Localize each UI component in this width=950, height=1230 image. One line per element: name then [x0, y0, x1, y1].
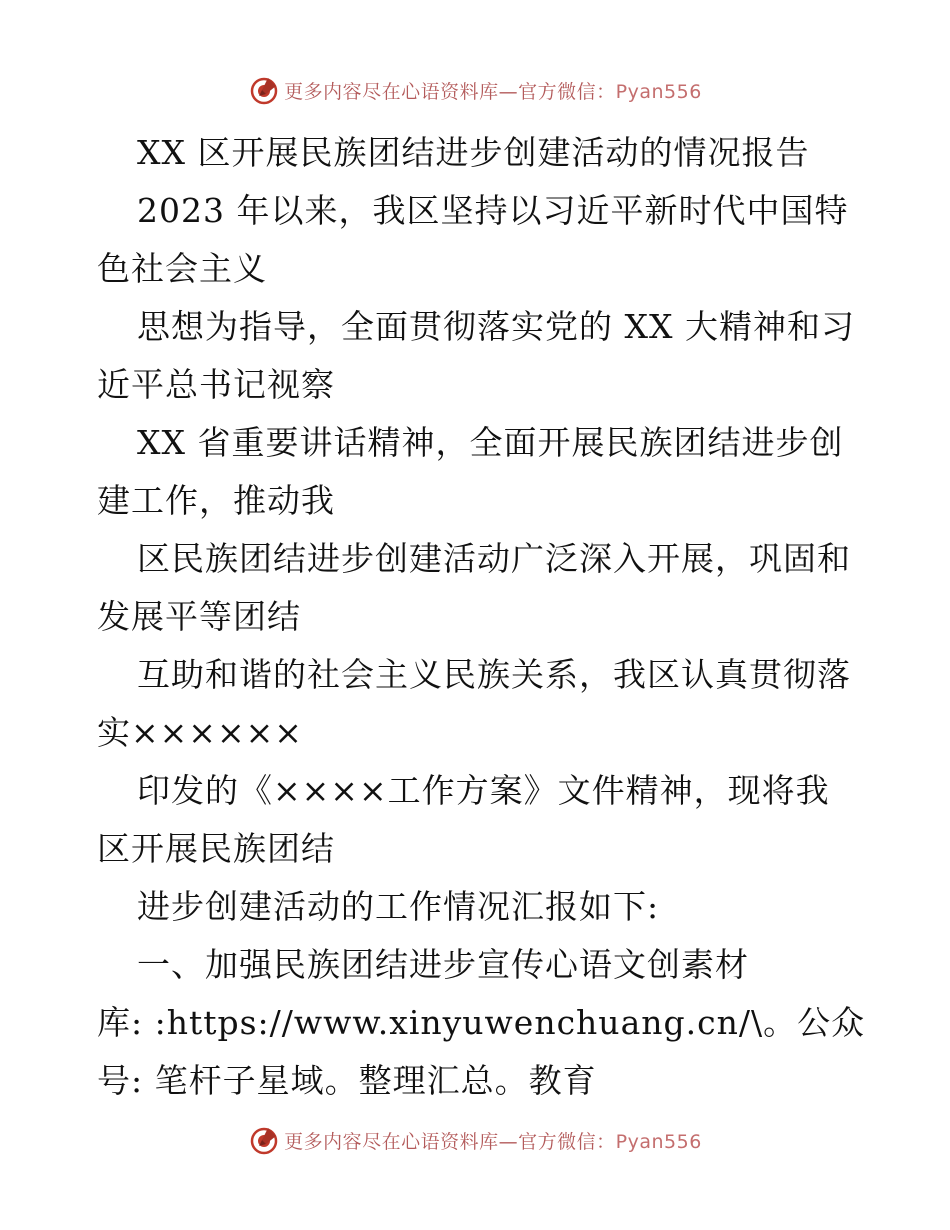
pen-logo-icon [248, 74, 280, 106]
header-banner [0, 70, 950, 110]
document-body [97, 124, 866, 1110]
pen-logo-icon [248, 1124, 280, 1156]
paragraph-line: 号: 笔杆子星域。整理汇总。教育 [97, 1061, 597, 1100]
paragraph-line: 色社会主义 [97, 249, 267, 288]
banner-text: 更多内容尽在心语资料库—官方微信：Pyan556 [284, 1130, 702, 1153]
paragraph-line: 思想为指导，全面贯彻落实党的 XX 大精神和习 [137, 307, 855, 346]
wechat-handle: Pyan556 [615, 1130, 702, 1153]
paragraph-line: 发展平等团结 [97, 597, 301, 636]
wechat-handle: Pyan556 [615, 80, 702, 103]
paragraph-line: 互助和谐的社会主义民族关系，我区认真贯彻落 [137, 655, 851, 694]
paragraph-line: 近平总书记视察 [97, 365, 335, 404]
footer-banner [0, 1120, 950, 1160]
paragraph-line: 进步创建活动的工作情况汇报如下: [137, 887, 660, 926]
paragraph-line: 实×××××× [97, 713, 303, 752]
banner-text: 更多内容尽在心语资料库—官方微信：Pyan556 [284, 80, 702, 103]
paragraph-line: 区开展民族团结 [97, 829, 335, 868]
paragraph-line: 区民族团结进步创建活动广泛深入开展，巩固和 [137, 539, 851, 578]
section-heading: 一、加强民族团结进步宣传心语文创素材 [137, 945, 749, 984]
paragraph-line: XX 省重要讲话精神，全面开展民族团结进步创 [137, 423, 844, 462]
document-title: XX 区开展民族团结进步创建活动的情况报告 [137, 133, 810, 172]
paragraph-line: 2023 年以来，我区坚持以习近平新时代中国特 [137, 191, 849, 230]
paragraph-line: 印发的《××××工作方案》文件精神，现将我 [137, 771, 830, 810]
paragraph-line: 库: :https://www.xinyuwenchuang.cn/\。公众 [97, 1003, 866, 1042]
paragraph-line: 建工作，推动我 [97, 481, 335, 520]
